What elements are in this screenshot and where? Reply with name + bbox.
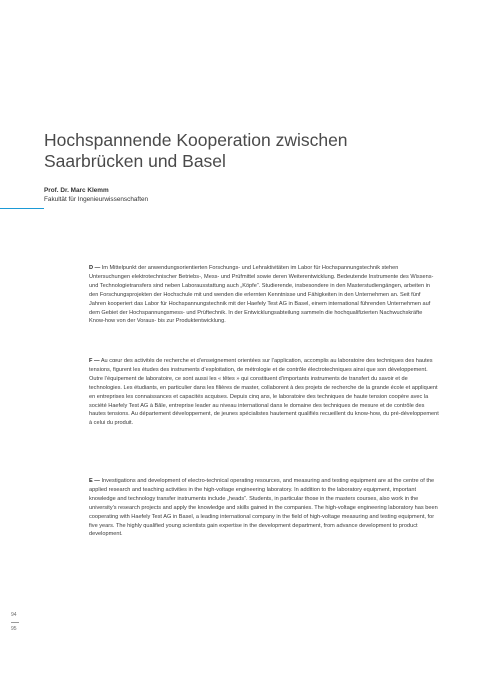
paragraph-english-text: Investigations and development of electro-technical operating resources, and measuring and testing equipment are at the centre of the applied research and teaching activities in the high-voltage engineering laboratory. In addition to the laboratory equipment, important knowledge and technology transfer instruments include „heads“. Students, in particular those in the masters courses, also work in the university’s research projects and apply the knowledge and skills gained in the companies. The high-voltage engineering laboratory has been cooperating with Haefely Test AG in Basel, a leading international company in the field of high-voltage measuring and testing equipment, for five years. The highly qualified young scientists gain expertise in the development department, from advance development to product development. [89, 478, 438, 538]
paragraph-german-text: Im Mittelpunkt der anwendungsorientierten Forschungs- und Lehraktivitäten im Labor für Hochspannungstechnik stehen Untersuchungen elektrotechnischer Betriebs-, Mess- und Prüfmittel sowie deren Weiterentwicklung. Bedeutende Instrumente des Wissens- und Technologietransfers sind neben Laborausstattung auch „Köpfe“. Studierende, insbesondere in den Masterstudiengängen, arbeiten in den Forschungsprojekten der Hochschule mit und wenden die erlernten Kenntnisse und Fähigkeiten in den Unternehmen an. Seit fünf Jahren kooperiert das Labor für Hochspannungstechnik mit der Haefely Test AG in Basel, einem international führenden Unternehmen auf dem Gebiet der Hochspannungsmess- und Prüftechnik. In der Entwicklungsabteilung sammeln die hochqualifizierten Nachwuchskräfte Know-how von der Voraus- bis zur Produktentwicklung. [89, 265, 434, 325]
paragraph-german [89, 264, 439, 326]
paragraph-french-text: Au cœur des activités de recherche et d’enseignement orientées sur l’application, accomplis au laboratoire des techniques des hautes tensions, figurent les études des instruments d’exploitation, de métrologie et de contrôle électrotechniques ainsi que son développement. Outre l’équipement de laboratoire, ce sont aussi les « têtes » qui constituent d’importants instruments de transfert du savoir et de technologies. Les étudiants, en particulier dans les filières de master, collaborent à des projets de recherche de la grande école et appliquent en entreprises les connaissances et capacités acquises. Depuis cinq ans, le laboratoire des techniques de haute tension coopère avec la société Haefely Test AG à Bâle, entreprise leader au niveau international dans le domaine des techniques de mesure et de contrôle des hautes tensions. Au département développement, de jeunes spécialistes hautement qualifiés recueillent du know-how, du pré-développement à celui du produit. [89, 358, 439, 427]
accent-rule [0, 208, 44, 209]
article-title [44, 130, 444, 172]
author-affiliation: Fakultät für Ingenieurwissenschaften [44, 196, 149, 203]
page-number-top: 94 [11, 612, 17, 618]
paragraph-french-lead: F — [89, 358, 100, 364]
paragraph-german-lead: D — [89, 265, 101, 271]
paragraph-french [89, 357, 439, 428]
author-block [44, 186, 444, 204]
author-name: Prof. Dr. Marc Klemm [44, 187, 109, 194]
page-numbers [11, 612, 19, 633]
paragraph-english [89, 477, 439, 539]
page-number-bottom: 95 [11, 626, 17, 632]
page-number-divider [11, 622, 19, 623]
paragraph-english-lead: E — [89, 478, 100, 484]
article-title-line-2: Saarbrücken und Basel [44, 151, 226, 171]
article-title-line-1: Hochspannende Kooperation zwischen [44, 130, 348, 150]
